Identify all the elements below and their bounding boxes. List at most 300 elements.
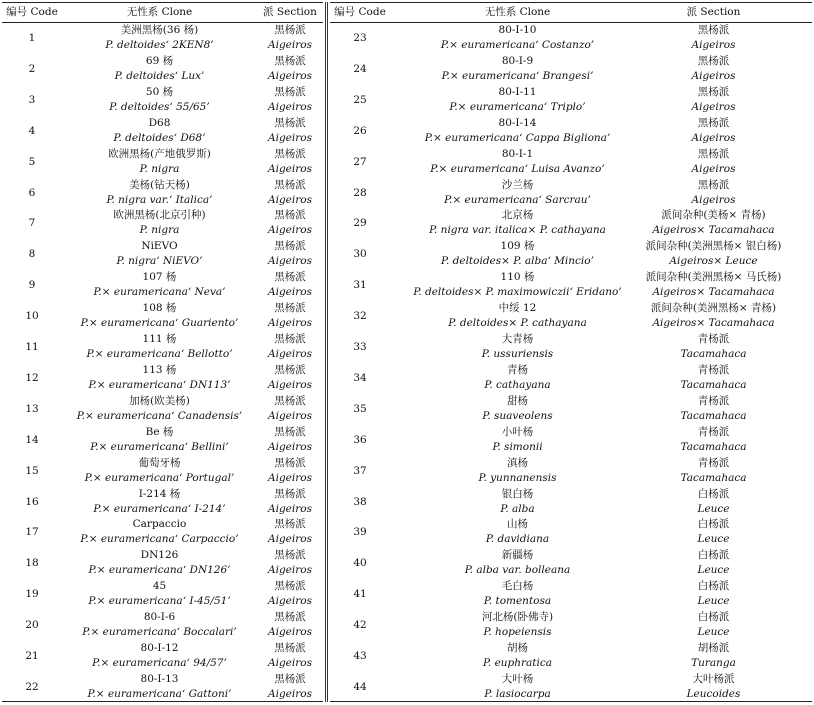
- clone-chinese-name: 110 杨: [500, 271, 535, 284]
- clone-chinese-name: 河北杨(卧佛寺): [481, 611, 554, 624]
- table-row: [330, 425, 812, 456]
- clone-scientific-name: P.× euramericana‘ Canadensis’: [76, 409, 243, 422]
- row-section: [257, 548, 323, 579]
- table-row: [2, 208, 323, 239]
- clone-chinese-name: DN126: [140, 549, 179, 562]
- clone-scientific-name: P.× euramericana‘ Carpaccio’: [80, 533, 239, 546]
- row-section: [615, 23, 812, 54]
- section-latin-name: Aigeiros: [268, 39, 312, 51]
- row-section: [257, 147, 323, 178]
- row-clone: [62, 239, 257, 270]
- section-latin-name: Aigeiros: [268, 378, 312, 391]
- top-rule: [2, 2, 323, 3]
- table-row: [330, 610, 812, 641]
- row-code: 18: [25, 557, 39, 570]
- row-section: [257, 487, 323, 518]
- clone-chinese-name: 80-I-10: [498, 24, 537, 36]
- clone-scientific-name: P.× euramericana‘ Sarcrau’: [444, 193, 591, 206]
- header-section: 派 Section: [686, 6, 741, 18]
- clone-scientific-name: P. hopeiensis: [483, 626, 552, 639]
- clone-scientific-name: P. deltoides‘ 2KEN8’: [105, 39, 214, 51]
- clone-chinese-name: 80-I-13: [140, 672, 179, 685]
- table-row: [330, 54, 812, 85]
- row-code: 44: [353, 680, 367, 693]
- row-section: [257, 239, 323, 270]
- row-code: 43: [353, 650, 367, 662]
- clone-scientific-name: P. nigra var. italica× P. cathayana: [429, 224, 606, 237]
- clone-scientific-name: P. cathayana: [484, 378, 551, 391]
- top-rule: [330, 2, 812, 3]
- section-latin-name: Aigeiros: [268, 317, 312, 330]
- row-code: 31: [353, 279, 367, 292]
- section-chinese-name: 黑杨派: [274, 24, 306, 36]
- table-row: [2, 54, 323, 85]
- section-chinese-name: 黑杨派: [274, 240, 306, 253]
- clone-chinese-name: 80-I-11: [498, 85, 537, 98]
- row-code: 40: [353, 557, 367, 570]
- table-row: [330, 672, 812, 703]
- clone-scientific-name: P.× euramericana‘ Cappa Bigliona’: [424, 131, 611, 144]
- clone-chinese-name: 欧洲黑杨(北京引种): [113, 209, 206, 222]
- row-section: [615, 487, 812, 518]
- row-section: [615, 332, 812, 363]
- row-clone: [390, 116, 645, 147]
- row-section: [615, 208, 812, 239]
- clone-scientific-name: P. nigra: [139, 224, 180, 237]
- row-section: [615, 425, 812, 456]
- table-row: [330, 270, 812, 301]
- row-section: [257, 116, 323, 147]
- clone-chinese-name: 大叶杨: [501, 672, 534, 685]
- row-code: 4: [28, 124, 36, 137]
- section-chinese-name: 白杨派: [697, 611, 730, 624]
- section-latin-name: Aigeiros: [268, 131, 312, 144]
- clone-scientific-name: P. deltoides‘ 55/65’: [109, 100, 210, 113]
- row-section: [257, 394, 323, 425]
- table-row: [2, 239, 323, 270]
- clone-chinese-name: 滇杨: [507, 456, 528, 469]
- row-code: 14: [25, 433, 39, 446]
- table-row: [330, 208, 812, 239]
- clone-chinese-name: 80-I-14: [498, 116, 537, 129]
- table-row: [330, 517, 812, 548]
- clone-scientific-name: P.× euramericana‘ Bellotto’: [86, 348, 233, 360]
- section-latin-name: Aigeiros: [268, 100, 312, 113]
- table-row: [330, 85, 812, 116]
- clone-chinese-name: 北京杨: [501, 209, 534, 222]
- row-section: [615, 363, 812, 394]
- section-latin-name: Aigeiros: [268, 255, 312, 268]
- table-row: [330, 641, 812, 672]
- column-divider: [327, 2, 328, 702]
- clone-chinese-name: 欧洲黑杨(产地俄罗斯): [108, 147, 211, 160]
- section-latin-name: Turanga: [691, 657, 736, 669]
- section-latin-name: Aigeiros× Tacamahaca: [652, 224, 775, 237]
- section-latin-name: Aigeiros: [691, 131, 736, 144]
- row-section: [257, 270, 323, 301]
- clone-scientific-name: P.× euramericana‘ Portugal’: [84, 471, 235, 484]
- clone-scientific-name: P. davidiana: [485, 533, 550, 546]
- row-code: 1: [28, 32, 36, 44]
- row-section: [615, 579, 812, 610]
- row-code: 30: [353, 248, 367, 261]
- section-chinese-name: 大叶杨派: [692, 672, 735, 685]
- row-clone: [390, 239, 645, 270]
- clone-scientific-name: P.× euramericana‘ DN113’: [88, 378, 231, 391]
- section-chinese-name: 青杨派: [697, 333, 730, 345]
- clone-scientific-name: P. alba: [500, 502, 535, 515]
- row-clone: [390, 54, 645, 85]
- table-row: [330, 301, 812, 332]
- row-clone: [390, 610, 645, 641]
- section-chinese-name: 青杨派: [697, 425, 730, 438]
- clone-chinese-name: 胡杨: [507, 642, 528, 654]
- row-code: 12: [25, 371, 39, 384]
- row-section: [615, 54, 812, 85]
- table-row: [2, 116, 323, 147]
- table-row: [330, 23, 812, 54]
- row-clone: [390, 517, 645, 548]
- bottom-rule: [2, 701, 323, 702]
- row-code: 37: [353, 464, 367, 477]
- section-chinese-name: 青杨派: [697, 456, 730, 469]
- row-section: [615, 178, 812, 209]
- section-chinese-name: 黑杨派: [274, 549, 306, 562]
- clone-chinese-name: 45: [152, 580, 167, 593]
- section-latin-name: Tacamahaca: [680, 348, 747, 360]
- section-latin-name: Aigeiros: [268, 595, 312, 608]
- section-chinese-name: 派间杂种(美杨× 青杨): [661, 209, 766, 222]
- clone-scientific-name: P.× euramericana‘ Gattoni’: [87, 687, 232, 700]
- row-section: [615, 456, 812, 487]
- section-latin-name: Tacamahaca: [680, 440, 747, 453]
- row-section: [615, 394, 812, 425]
- row-clone: [390, 178, 645, 209]
- section-latin-name: Aigeiros: [268, 564, 312, 577]
- clone-chinese-name: 80-I-9: [501, 54, 534, 67]
- section-latin-name: Aigeiros: [691, 69, 736, 82]
- table-row: [330, 147, 812, 178]
- row-code: 26: [353, 124, 367, 137]
- section-latin-name: Aigeiros: [268, 348, 312, 360]
- table-row: [2, 301, 323, 332]
- section-chinese-name: 黑杨派: [697, 24, 730, 36]
- clone-chinese-name: 107 杨: [142, 271, 177, 284]
- clone-scientific-name: P. nigra: [139, 162, 180, 175]
- table-right-panel: [330, 0, 812, 703]
- row-clone: [390, 208, 645, 239]
- clone-scientific-name: P.× euramericana‘ I-45/51’: [88, 595, 231, 608]
- row-code: 19: [25, 588, 39, 601]
- section-chinese-name: 黑杨派: [697, 116, 730, 129]
- section-latin-name: Aigeiros: [268, 657, 312, 669]
- row-section: [257, 178, 323, 209]
- section-chinese-name: 白杨派: [697, 549, 730, 562]
- row-section: [615, 147, 812, 178]
- row-code: 10: [25, 310, 39, 323]
- section-latin-name: Aigeiros: [691, 193, 736, 206]
- row-clone: [390, 332, 645, 363]
- table-row: [2, 425, 323, 456]
- row-code: 39: [353, 526, 367, 539]
- clone-chinese-name: 50 杨: [145, 85, 174, 98]
- section-chinese-name: 派间杂种(美洲黑杨× 马氏杨): [645, 271, 782, 284]
- section-latin-name: Leuce: [697, 502, 730, 515]
- table-row: [2, 363, 323, 394]
- row-clone: [390, 456, 645, 487]
- clone-scientific-name: P.× euramericana‘ Costanzo’: [440, 39, 595, 51]
- clone-scientific-name: P. deltoides× P. alba‘ Mincio’: [441, 255, 594, 268]
- row-clone: [390, 301, 645, 332]
- row-clone: [62, 610, 257, 641]
- header-clone: 无性系 Clone: [126, 6, 193, 18]
- section-chinese-name: 黑杨派: [274, 611, 306, 624]
- section-latin-name: Aigeiros: [268, 440, 312, 453]
- section-chinese-name: 黑杨派: [697, 147, 730, 160]
- table-row: [330, 178, 812, 209]
- table-row: [2, 517, 323, 548]
- section-chinese-name: 黑杨派: [274, 85, 306, 98]
- section-chinese-name: 黑杨派: [274, 425, 306, 438]
- clone-chinese-name: 109 杨: [500, 240, 535, 253]
- row-section: [257, 363, 323, 394]
- row-section: [257, 208, 323, 239]
- section-latin-name: Leuce: [697, 533, 730, 546]
- section-chinese-name: 黑杨派: [274, 302, 306, 315]
- section-latin-name: Aigeiros: [268, 409, 312, 422]
- table-row: [2, 270, 323, 301]
- row-code: 15: [25, 464, 39, 477]
- table-row: [330, 332, 812, 363]
- row-code: 21: [25, 650, 39, 662]
- row-clone: [62, 270, 257, 301]
- row-clone: [390, 425, 645, 456]
- row-code: 6: [28, 186, 36, 199]
- row-code: 2: [28, 62, 36, 75]
- section-latin-name: Leuce: [697, 564, 730, 577]
- section-latin-name: Aigeiros: [268, 162, 312, 175]
- row-code: 8: [28, 248, 36, 261]
- clone-chinese-name: 80-I-1: [501, 147, 534, 160]
- clone-scientific-name: P. alba var. bolleana: [464, 564, 571, 577]
- section-chinese-name: 派间杂种(美洲黑杨× 青杨): [650, 302, 777, 315]
- row-code: 20: [25, 619, 39, 632]
- row-clone: [62, 301, 257, 332]
- header-code: 编号 Code: [334, 6, 386, 18]
- row-section: [615, 672, 812, 703]
- clone-chinese-name: I-214 杨: [138, 487, 181, 500]
- row-clone: [390, 147, 645, 178]
- row-clone: [390, 672, 645, 703]
- row-clone: [62, 517, 257, 548]
- row-clone: [62, 394, 257, 425]
- section-chinese-name: 黑杨派: [274, 580, 306, 593]
- row-clone: [62, 456, 257, 487]
- row-code: 23: [353, 32, 367, 44]
- section-chinese-name: 黑杨派: [274, 147, 306, 160]
- row-section: [257, 517, 323, 548]
- section-latin-name: Leuce: [697, 626, 730, 639]
- clone-chinese-name: 山杨: [507, 518, 528, 531]
- row-clone: [62, 487, 257, 518]
- row-code: 27: [353, 155, 367, 168]
- section-latin-name: Aigeiros: [268, 224, 312, 237]
- row-clone: [390, 487, 645, 518]
- clone-chinese-name: 108 杨: [142, 302, 177, 315]
- row-clone: [62, 363, 257, 394]
- row-code: 17: [25, 526, 39, 539]
- clone-chinese-name: 69 杨: [145, 54, 174, 67]
- clone-chinese-name: 毛白杨: [501, 580, 534, 593]
- clone-scientific-name: P. lasiocarpa: [484, 687, 551, 700]
- row-section: [615, 116, 812, 147]
- row-code: 13: [25, 402, 39, 415]
- row-clone: [62, 641, 257, 672]
- clone-chinese-name: 葡萄牙杨: [138, 456, 181, 469]
- table-row: [330, 456, 812, 487]
- column-divider: [325, 2, 326, 702]
- section-latin-name: Aigeiros: [268, 533, 312, 546]
- table-row: [2, 456, 323, 487]
- section-chinese-name: 黑杨派: [697, 85, 730, 98]
- section-latin-name: Aigeiros: [268, 626, 312, 639]
- section-latin-name: Tacamahaca: [680, 378, 747, 391]
- table-row: [2, 579, 323, 610]
- table-row: [2, 332, 323, 363]
- section-latin-name: Aigeiros: [268, 502, 312, 515]
- section-latin-name: Aigeiros: [268, 69, 312, 82]
- row-clone: [390, 270, 645, 301]
- row-code: 32: [353, 310, 367, 323]
- table-row: [2, 548, 323, 579]
- clone-scientific-name: P.× euramericana‘ DN126’: [88, 564, 231, 577]
- row-section: [615, 301, 812, 332]
- row-section: [257, 425, 323, 456]
- clone-scientific-name: P. ussuriensis: [481, 348, 554, 360]
- row-section: [615, 548, 812, 579]
- table-row: [330, 363, 812, 394]
- row-clone: [62, 425, 257, 456]
- row-clone: [62, 23, 257, 54]
- row-clone: [62, 208, 257, 239]
- clone-scientific-name: P.× euramericana‘ Neva’: [93, 286, 226, 299]
- row-section: [257, 23, 323, 54]
- table-row: [330, 394, 812, 425]
- table-row: [2, 85, 323, 116]
- clone-scientific-name: P. nigra‘ NiEVO’: [116, 255, 203, 268]
- row-clone: [62, 672, 257, 703]
- row-clone: [390, 394, 645, 425]
- clone-chinese-name: Carpaccio: [132, 518, 187, 531]
- bottom-rule: [330, 701, 812, 702]
- clone-scientific-name: P. deltoides× P. maximowiczii‘ Eridano’: [413, 286, 622, 299]
- section-chinese-name: 黑杨派: [274, 209, 306, 222]
- clone-scientific-name: P. suaveolens: [482, 409, 553, 422]
- table-row: [330, 239, 812, 270]
- table-row: [330, 548, 812, 579]
- row-section: [257, 610, 323, 641]
- clone-chinese-name: D68: [148, 116, 171, 129]
- clone-scientific-name: P.× euramericana‘ Guariento’: [80, 317, 239, 330]
- section-chinese-name: 黑杨派: [274, 394, 306, 407]
- section-chinese-name: 青杨派: [697, 394, 730, 407]
- row-clone: [390, 641, 645, 672]
- clone-chinese-name: 青杨: [507, 363, 528, 376]
- section-latin-name: Leuce: [697, 595, 730, 608]
- section-chinese-name: 黑杨派: [274, 672, 306, 685]
- clone-scientific-name: P. yunnanensis: [478, 471, 557, 484]
- table-row: [2, 672, 323, 703]
- section-chinese-name: 黑杨派: [274, 54, 306, 67]
- row-section: [615, 610, 812, 641]
- row-clone: [390, 23, 645, 54]
- row-clone: [62, 548, 257, 579]
- clone-scientific-name: P.× euramericana‘ Luisa Avanzo’: [430, 162, 605, 175]
- clone-chinese-name: 加杨(欧美杨): [129, 394, 190, 407]
- row-clone: [390, 85, 645, 116]
- row-section: [615, 239, 812, 270]
- clone-scientific-name: P. deltoides‘ Lux’: [114, 69, 205, 82]
- table-row: [330, 579, 812, 610]
- row-clone: [62, 85, 257, 116]
- section-chinese-name: 黑杨派: [274, 487, 306, 500]
- clone-chinese-name: Be 杨: [145, 425, 174, 438]
- section-latin-name: Aigeiros: [268, 193, 312, 206]
- row-clone: [62, 332, 257, 363]
- section-chinese-name: 黑杨派: [274, 642, 306, 654]
- clone-chinese-name: 80-I-6: [143, 611, 176, 624]
- section-chinese-name: 派间杂种(美洲黑杨× 银白杨): [645, 240, 782, 253]
- section-chinese-name: 黑杨派: [274, 271, 306, 284]
- table-row: [2, 610, 323, 641]
- row-section: [615, 270, 812, 301]
- clone-chinese-name: 新疆杨: [501, 549, 534, 562]
- table-left-panel: [2, 0, 323, 703]
- section-chinese-name: 黑杨派: [697, 54, 730, 67]
- clone-scientific-name: P. nigra var.‘ Italica’: [106, 193, 213, 206]
- row-code: 24: [353, 62, 367, 75]
- row-code: 3: [28, 93, 36, 106]
- section-chinese-name: 黑杨派: [274, 456, 306, 469]
- section-latin-name: Aigeiros: [691, 100, 736, 113]
- row-code: 42: [353, 619, 367, 632]
- clone-scientific-name: P.× euramericana‘ Brangesi’: [441, 69, 594, 82]
- section-chinese-name: 黑杨派: [274, 116, 306, 129]
- row-code: 25: [353, 93, 367, 106]
- row-section: [257, 301, 323, 332]
- row-code: 16: [25, 495, 39, 508]
- clone-chinese-name: 大青杨: [501, 333, 534, 345]
- clone-scientific-name: P.× euramericana‘ Bellini’: [90, 440, 229, 453]
- row-code: 35: [353, 402, 367, 415]
- row-clone: [390, 548, 645, 579]
- section-latin-name: Aigeiros: [691, 162, 736, 175]
- clone-scientific-name: P. deltoides× P. cathayana: [448, 317, 587, 330]
- row-section: [615, 517, 812, 548]
- section-latin-name: Aigeiros: [691, 39, 736, 51]
- section-chinese-name: 白杨派: [697, 487, 730, 500]
- clone-scientific-name: P. tomentosa: [483, 595, 552, 608]
- section-chinese-name: 黑杨派: [697, 178, 730, 191]
- clone-chinese-name: 111 杨: [142, 333, 177, 345]
- section-chinese-name: 青杨派: [697, 363, 730, 376]
- table-row: [330, 116, 812, 147]
- row-code: 5: [28, 155, 36, 168]
- row-section: [257, 456, 323, 487]
- clone-scientific-name: P. simonii: [492, 440, 543, 453]
- section-latin-name: Aigeiros: [268, 471, 312, 484]
- clone-chinese-name: 美杨(钻天杨): [129, 178, 190, 191]
